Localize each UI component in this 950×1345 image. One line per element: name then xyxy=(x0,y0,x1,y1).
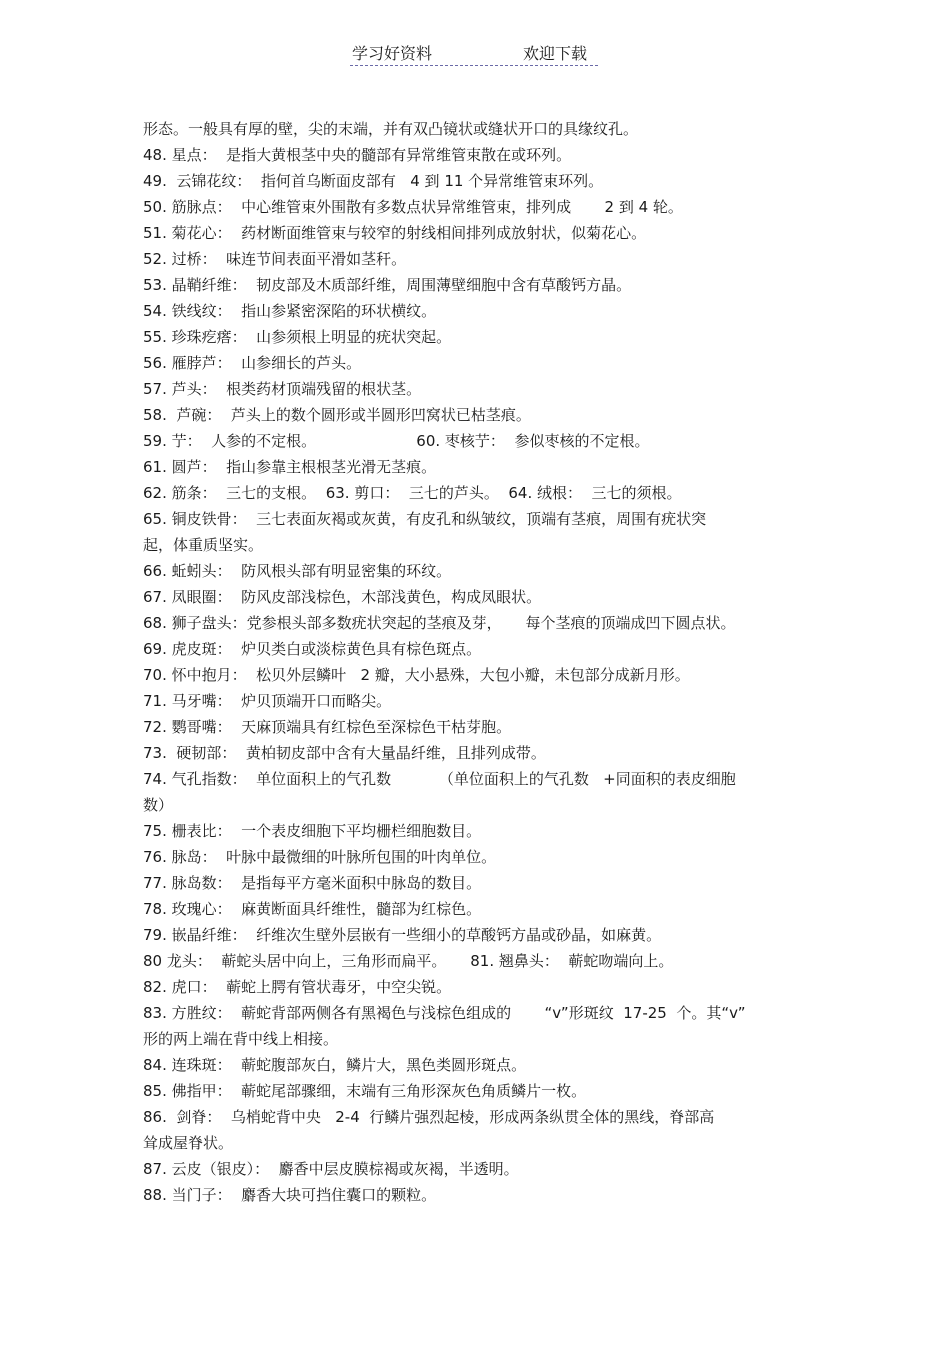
text-line: 78. 玫瑰心： 麻黄断面具纤维性，髓部为红棕色。 xyxy=(143,900,482,918)
text-line: 79. 嵌晶纤维： 纤维次生壁外层嵌有一些细小的草酸钙方晶或砂晶，如麻黄。 xyxy=(143,926,662,944)
text-line: 65. 铜皮铁骨： 三七表面灰褐或灰黄，有皮孔和纵皱纹，顶端有茎痕，周围有疣状突 xyxy=(143,510,707,528)
text-line: 50. 筋脉点： 中心维管束外围散有多数点状异常维管束，排列成 2 到 4 轮。 xyxy=(143,198,683,216)
text-line: 70. 怀中抱月： 松贝外层鳞叶 2 瓣，大小悬殊，大包小瓣，未包部分成新月形。 xyxy=(143,666,690,684)
text-line: 67. 凤眼圈： 防风皮部浅棕色，木部浅黄色，构成凤眼状。 xyxy=(143,588,542,606)
text-line: 57. 芦头： 根类药材顶端残留的根状茎。 xyxy=(143,380,422,398)
text-line: 53. 晶鞘纤维： 韧皮部及木质部纤维，周围薄壁细胞中含有草酸钙方晶。 xyxy=(143,276,632,294)
text-line: 61. 圆芦： 指山参靠主根根茎光滑无茎痕。 xyxy=(143,458,437,476)
text-line: 86. 剑脊： 乌梢蛇背中央 2-4 行鳞片强烈起棱，形成两条纵贯全体的黑线，脊部高 xyxy=(143,1108,715,1126)
text-line: 75. 栅表比： 一个表皮细胞下平均栅栏细胞数目。 xyxy=(143,822,482,840)
page-header xyxy=(350,41,598,66)
text-line: 形态。一般具有厚的壁，尖的末端，并有双凸镜状或缝状开口的具缘纹孔。 xyxy=(143,120,639,138)
text-line: 88. 当门子： 麝香大块可挡住囊口的颗粒。 xyxy=(143,1186,437,1204)
text-line: 68. 狮子盘头：党参根头部多数疣状突起的茎痕及芽， 每个茎痕的顶端成凹下圆点状。 xyxy=(143,614,736,632)
text-line: 48. 星点： 是指大黄根茎中央的髓部有异常维管束散在或环列。 xyxy=(143,146,572,164)
text-line: 起，体重质坚实。 xyxy=(143,536,264,554)
text-line: 形的两上端在背中线上相接。 xyxy=(143,1030,339,1048)
text-line: 62. 筋条： 三七的支根。 63. 剪口： 三七的芦头。 64. 绒根： 三七的须根。 xyxy=(143,484,682,502)
text-line: 59. 艼： 人参的不定根。 60. 枣核艼： 参似枣核的不定根。 xyxy=(143,432,650,450)
text-line: 58. 芦碗： 芦头上的数个圆形或半圆形凹窝状已枯茎痕。 xyxy=(143,406,531,424)
text-line: 80 龙头： 蕲蛇头居中向上，三角形而扁平。 81. 翘鼻头： 蕲蛇吻端向上。 xyxy=(143,952,674,970)
text-line: 84. 连珠斑： 蕲蛇腹部灰白，鳞片大，黑色类圆形斑点。 xyxy=(143,1056,527,1074)
text-line: 73. 硬韧部： 黄柏韧皮部中含有大量晶纤维，且排列成带。 xyxy=(143,744,546,762)
text-line: 54. 铁线纹： 指山参紧密深陷的环状横纹。 xyxy=(143,302,437,320)
text-line: 56. 雁脖芦： 山参细长的芦头。 xyxy=(143,354,362,372)
text-line: 87. 云皮（银皮）： 麝香中层皮膜棕褐或灰褐，半透明。 xyxy=(143,1160,519,1178)
header-right-text: 欢迎下载 xyxy=(523,44,588,63)
text-line: 83. 方胜纹： 蕲蛇背部两侧各有黑褐色与浅棕色组成的 “v”形斑纹 17-25 个。其“v” xyxy=(143,1004,746,1022)
text-line: 76. 脉岛： 叶脉中最微细的叶脉所包围的叶肉单位。 xyxy=(143,848,497,866)
text-line: 55. 珍珠疙瘩： 山参须根上明显的疣状突起。 xyxy=(143,328,452,346)
document-body xyxy=(143,116,813,1208)
text-line: 51. 菊花心： 药材断面维管束与较窄的射线相间排列成放射状，似菊花心。 xyxy=(143,224,647,242)
text-line: 49. 云锦花纹： 指何首乌断面皮部有 4 到 11 个异常维管束环列。 xyxy=(143,172,604,190)
text-line: 66. 蚯蚓头： 防风根头部有明显密集的环纹。 xyxy=(143,562,452,580)
header-left-text: 学习好资料 xyxy=(352,44,433,63)
text-line: 52. 过桥： 味连节间表面平滑如茎秆。 xyxy=(143,250,407,268)
text-line: 耸成屋脊状。 xyxy=(143,1134,234,1152)
text-line: 数） xyxy=(143,796,174,814)
text-line: 71. 马牙嘴： 炉贝顶端开口而略尖。 xyxy=(143,692,392,710)
text-line: 85. 佛指甲： 蕲蛇尾部骤细，末端有三角形深灰色角质鳞片一枚。 xyxy=(143,1082,587,1100)
text-line: 77. 脉岛数： 是指每平方毫米面积中脉岛的数目。 xyxy=(143,874,482,892)
text-line: 69. 虎皮斑： 炉贝类白或淡棕黄色具有棕色斑点。 xyxy=(143,640,482,658)
text-line: 82. 虎口： 蕲蛇上腭有管状毒牙，中空尖锐。 xyxy=(143,978,452,996)
text-line: 72. 鹦哥嘴： 天麻顶端具有红棕色至深棕色干枯芽胞。 xyxy=(143,718,512,736)
text-line: 74. 气孔指数： 单位面积上的气孔数 （单位面积上的气孔数 +同面积的表皮细胞 xyxy=(143,770,736,788)
